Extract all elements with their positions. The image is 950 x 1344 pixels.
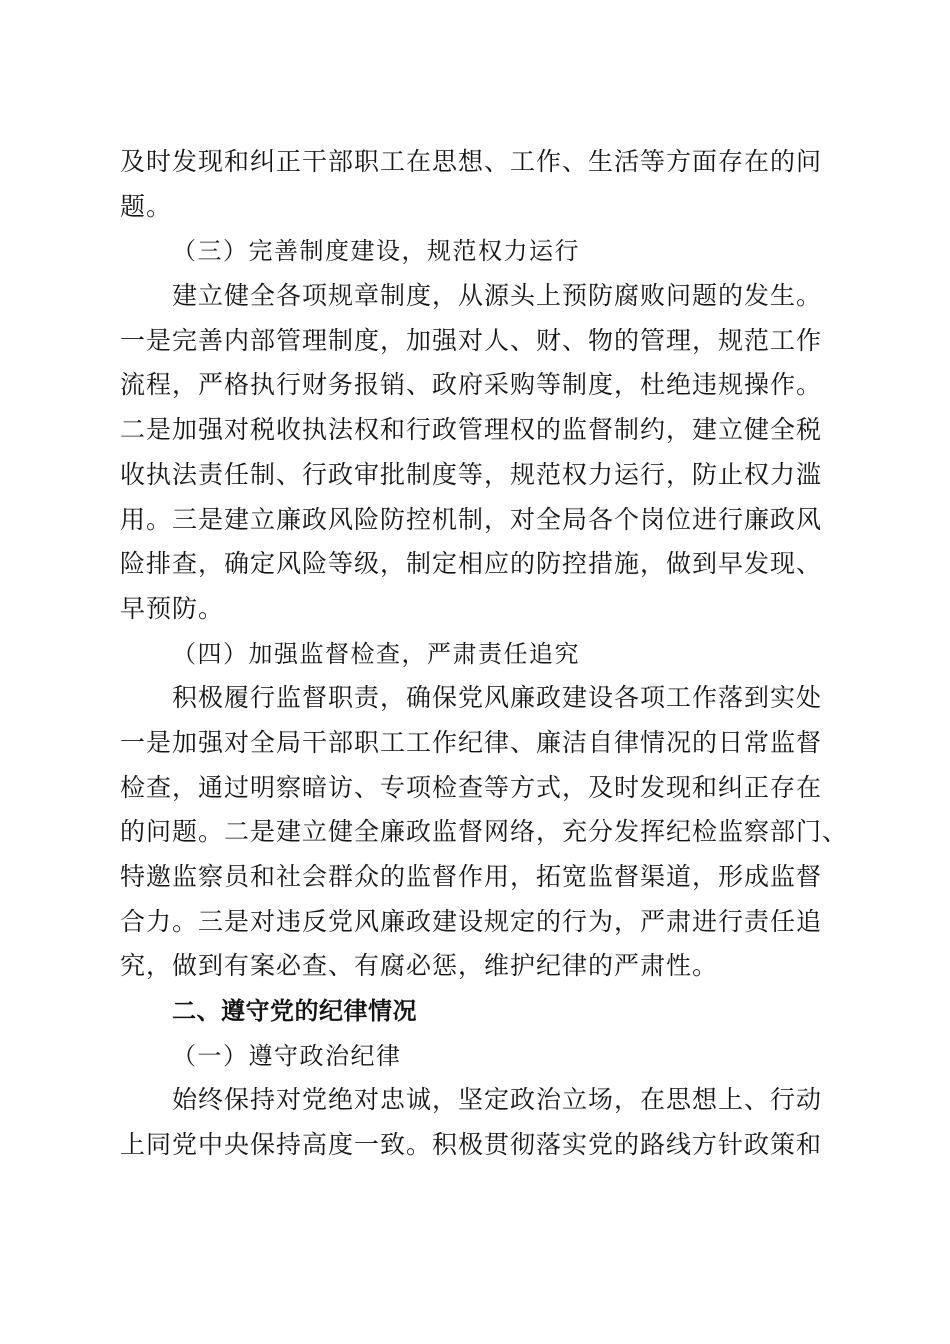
section-heading: 二、遵守党的纪律情况 xyxy=(172,997,417,1026)
paragraph-first-line: 始终保持对党绝对忠诚，坚定政治立场，在思想上、行动 xyxy=(172,1085,823,1115)
section-subheading: （四）加强监督检查，严肃责任追究 xyxy=(172,639,580,668)
paragraph-line: 流程，严格执行财务报销、政府采购等制度，杜绝违规操作。 xyxy=(120,370,823,400)
paragraph-line: 用。三是建立廉政风险防控机制，对全局各个岗位进行廉政风 xyxy=(120,504,823,534)
document-body xyxy=(120,140,880,1168)
paragraph-line: 一是完善内部管理制度，加强对人、财、物的管理，规范工作 xyxy=(120,325,823,355)
paragraph-line: 及时发现和纠正干部职工在思想、工作、生活等方面存在的问 xyxy=(120,147,823,176)
paragraph-line: 早预防。 xyxy=(120,593,225,623)
paragraph-line: 收执法责任制、行政审批制度等，规范权力运行，防止权力滥 xyxy=(120,459,823,489)
section-subheading: （三）完善制度建设，规范权力运行 xyxy=(172,237,580,266)
paragraph-line: 究，做到有案必查、有腐必惩，维护纪律的严肃性。 xyxy=(120,951,719,981)
paragraph-line: 一是加强对全局干部职工工作纪律、廉洁自律情况的日常监督 xyxy=(120,727,823,757)
paragraph-first-line: 积极履行监督职责，确保党风廉政建设各项工作落到实处 xyxy=(172,683,823,713)
paragraph-first-line: 建立健全各项规章制度，从源头上预防腐败问题的发生。 xyxy=(172,281,823,311)
paragraph-line: 险排查，确定风险等级，制定相应的防控措施，做到早发现、 xyxy=(120,549,823,579)
paragraph-line: 二是加强对税收执法权和行政管理权的监督制约，建立健全税 xyxy=(120,415,823,445)
paragraph-line: 合力。三是对违反党风廉政建设规定的行为，严肃进行责任追 xyxy=(120,906,823,936)
paragraph-line: 上同党中央保持高度一致。积极贯彻落实党的路线方针政策和 xyxy=(120,1130,823,1160)
paragraph-line: 题。 xyxy=(120,191,173,221)
paragraph-line: 检查，通过明察暗访、专项检查等方式，及时发现和纠正存在 xyxy=(120,772,823,802)
paragraph-line: 的问题。二是建立健全廉政监督网络，充分发挥纪检监察部门、 xyxy=(120,817,849,847)
paragraph-line: 特邀监察员和社会群众的监督作用，拓宽监督渠道，形成监督 xyxy=(120,862,823,891)
section-subheading: （一）遵守政治纪律 xyxy=(172,1041,402,1070)
